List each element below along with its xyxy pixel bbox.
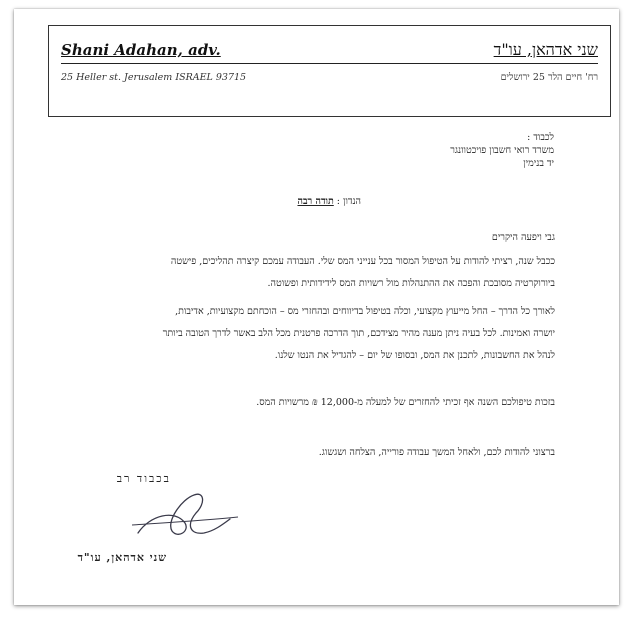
body-paragraph-4: [35, 442, 555, 464]
body-paragraph-1: [35, 251, 555, 295]
letterhead: [48, 25, 611, 117]
subject-value: תודה רבה: [297, 196, 334, 207]
recipient-line: משרד רואי חשבון פויכטוונגר: [450, 145, 554, 156]
letterhead-address-he: רח' חיים הלר 25 ירושלים: [500, 71, 598, 83]
letterhead-divider: [61, 63, 598, 64]
signer-name: שני אדהאן, עו"ד: [77, 551, 167, 564]
paragraph-line: ככבל שנה, רציתי להודות על הטיפול המסור בכל ענייני המס שלי. העבודה עמכם קיצרה תהליכים, פישטה: [170, 256, 555, 267]
letterhead-name-en: Shani Adahan, adv.: [61, 41, 221, 59]
paragraph-line: ביורוקרטיה מסובכת והפכה את ההתנהלות מול רשויות המס לידידותית ופשוטה.: [267, 278, 555, 289]
subject-line: [297, 196, 361, 207]
greeting: גבי ויפעה היקרים: [491, 232, 555, 243]
paragraph-line: ברצוני להודות לכם, ולאחל המשך עבודה פורייה, הצלחה ושגשוג.: [318, 447, 555, 458]
letterhead-address-en: 25 Heller st. Jerusalem ISRAEL 93715: [61, 71, 247, 83]
closing-phrase: בכבוד רב: [116, 472, 171, 485]
signature-image: [130, 485, 240, 545]
paragraph-line: יושרה ואמינות. לכל בעיה ניתן מענה מהיר מצידכם, תוך הדרכה פרטנית מכל הלב באשר לדרך הטובה ביותר: [162, 328, 555, 339]
body-paragraph-3: [35, 392, 555, 414]
letterhead-name-he: שני אדהאן, עו"ד: [493, 40, 598, 59]
paragraph-line: לנהל את החשבונות, לתכנן את המס, ובסופו של יום – להגדיל את הנטו שלנו.: [274, 350, 555, 361]
paragraph-line: בזכות טיפולכם השנה אף זכיתי להחזרים של למעלה מ-12,000 ₪ מרשויות המס.: [256, 397, 555, 408]
subject-label: הנדון :: [336, 196, 361, 207]
recipient-line: לכבוד :: [527, 132, 554, 143]
recipient-line: יד בנימין: [523, 158, 554, 169]
recipient-block: [450, 131, 554, 170]
body-paragraph-2: [35, 301, 555, 367]
paragraph-line: לאורך כל הדרך – החל מייעוץ מקצועי, וכלה בטיפול בדיווחים ובהחזרי מס – הוכחתם מקצועיות, אדיבות,: [175, 306, 555, 317]
